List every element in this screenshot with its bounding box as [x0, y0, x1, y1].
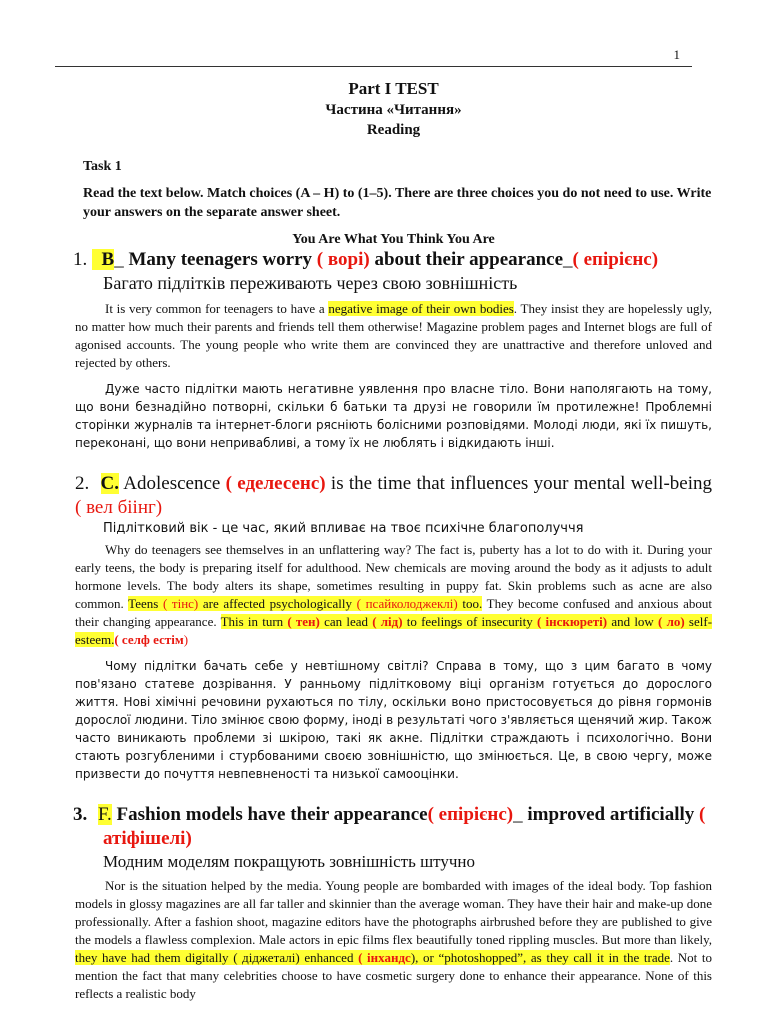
item-1-english-paragraph: It is very common for teenagers to have a negative image of their own bodies. They insist they are hopelessly ugly, no matter how much their parents and friends tell them otherwise! Magazine problem pages and Internet blogs are full of agonised accounts. The young people who write them are convinced they are unattractive and therefore unloved and rejected by others.	[75, 301, 712, 370]
item-2-translation-title: Підлітковий вік - це час, який впливає на твоє психічне благополуччя	[103, 521, 584, 536]
pronunciation-note: ( атіфішелі)	[103, 804, 706, 849]
item-2-english-paragraph: Why do teenagers see themselves in an unflattering way? The fact is, puberty has a lot to do with it. During your early teens, the body is preparing itself for adulthood. New chemicals are moving around the body as it adjusts to adult hormone levels. The body alters its shape, sometimes resulting in puppy fat. Skin problems such as acne are also common. Teens ( тінс) are affected psychologically ( псайколоджеклі) too. They become confused and anxious about their changing appearance. This in turn ( тен) can lead ( лід) to feelings of insecurity ( інскюреті) and low ( ло) self-esteem.( селф естім)	[75, 542, 713, 647]
item-heading-text: Many teenagers worry	[123, 249, 317, 270]
item-1-ukrainian-paragraph: Дуже часто підлітки мають негативне уявлення про власне тіло. Вони наполягають на тому, що вони безнадійно потворні, скільки б батьки та друзі не говорили їм протилежне! Проблемні сторінки журналів та інтернет-блоги рясніють болісними розповідями. Молоді люди, які їх пишуть, переконані, що вони непривабливі, а тому їх не люблять і відкидають інші.	[75, 382, 712, 450]
underscore: _	[563, 249, 573, 270]
section-title-ua: Частина «Читання»	[325, 102, 462, 118]
document-body	[75, 78, 712, 1003]
highlight: This in turn ( тен) can lead ( лід) to feelings of insecurity ( інскюреті) and low ( ло) self-esteem.	[75, 614, 713, 647]
item-3-translation-title: Модним моделям покращують зовнішність штучно	[103, 852, 476, 871]
item-3-english-paragraph: Nor is the situation helped by the media. Young people are bombarded with images of the ideal body. Top fashion models in glossy magazines are all far taller and skinnier than the average woman. They have their hair and make-up done professionally. After a fashion shoot, magazine editors have the photographs airbrushed before they are published to give the models a flawless complexion. Male actors in epic films flex beautifully toned rippling muscles. But more than likely, they have had them digitally ( діджеталі) enhanced ( інхандс), or “photoshopped”, as they call it in the trade. Not to mention the fact that many celebrities choose to have cosmetic surgery done to enhance their appearance. None of this reflects a realistic body	[75, 878, 712, 1001]
title-block	[75, 78, 712, 140]
highlight: negative image of their own bodies	[328, 301, 514, 316]
item-2-heading: 2. C. Adolescence ( еделесенс) is the time that influences your mental well-being ( вел біінг)	[75, 473, 712, 518]
page-number: 1	[673, 47, 680, 62]
pronunciation-note: ( еделесенс)	[225, 473, 326, 494]
item-answer-letter: B	[92, 249, 114, 270]
highlight: Teens ( тінс) are affected psychologically ( псайколоджеклі) too.	[128, 596, 483, 611]
spacer	[75, 452, 712, 472]
pronunciation-note: ( епірієнс)	[427, 804, 514, 825]
underscore: _	[114, 249, 124, 270]
item-number: 2.	[75, 473, 90, 494]
item-1-heading	[73, 248, 712, 272]
item-number: 1.	[73, 249, 88, 270]
item-1-translation-title: Багато підлітків переживають через свою зовнішність	[103, 273, 518, 293]
part-title: Part I TEST	[348, 79, 439, 98]
header-rule	[55, 66, 692, 67]
pronunciation-note: ( епірієнс)	[572, 249, 659, 270]
pronunciation-note: ( вел біінг)	[75, 497, 163, 518]
item-2-ukrainian-paragraph: Чому підлітки бачать себе у невтішному світлі? Справа в тому, що з цим багато в чому пов'язано статеве дозрівання. У ранньому підлітковому віці організм готується до дорослого життя. Нові хімічні речовини рухаються по тілу, оскільки воно пристосовується до рівня гормонів дорослої людини. Тіло змінює свою форму, іноді в результаті чого з'являється щенячий жир. Також часто виникають проблеми зі шкірою, такі як акне. Підлітки страждають і психологічно. Вони стають розгубленими і стурбованими своєю зовнішністю, що змінюється. Це, в свою чергу, може призвести до почуття невпевненості та низької самооцінки.	[75, 659, 712, 781]
item-number: 3.	[73, 804, 88, 825]
pronunciation-note: ( ворі)	[316, 249, 370, 270]
section-title-en: Reading	[366, 122, 421, 138]
spacer	[75, 783, 712, 803]
highlight: they have had them digitally ( діджеталі) enhanced ( інхандс), or “photoshopped”, as they call it in the trade	[75, 950, 670, 965]
item-3-heading: 3. F. Fashion models have their appearance( епірієнс)_ improved artificially ( атіфішелі)	[73, 804, 706, 849]
article-title: You Are What You Think You Are	[292, 232, 495, 247]
item-answer-letter: C.	[100, 473, 120, 494]
task-title: Task 1	[83, 159, 122, 174]
item-answer-letter: F.	[98, 804, 112, 825]
task-instructions: Read the text below. Match choices (A – H) to (1–5). There are three choices you do not need to use. Write your answers on the separate answer sheet.	[83, 186, 712, 220]
item-heading-text: about their appearance	[369, 249, 564, 270]
